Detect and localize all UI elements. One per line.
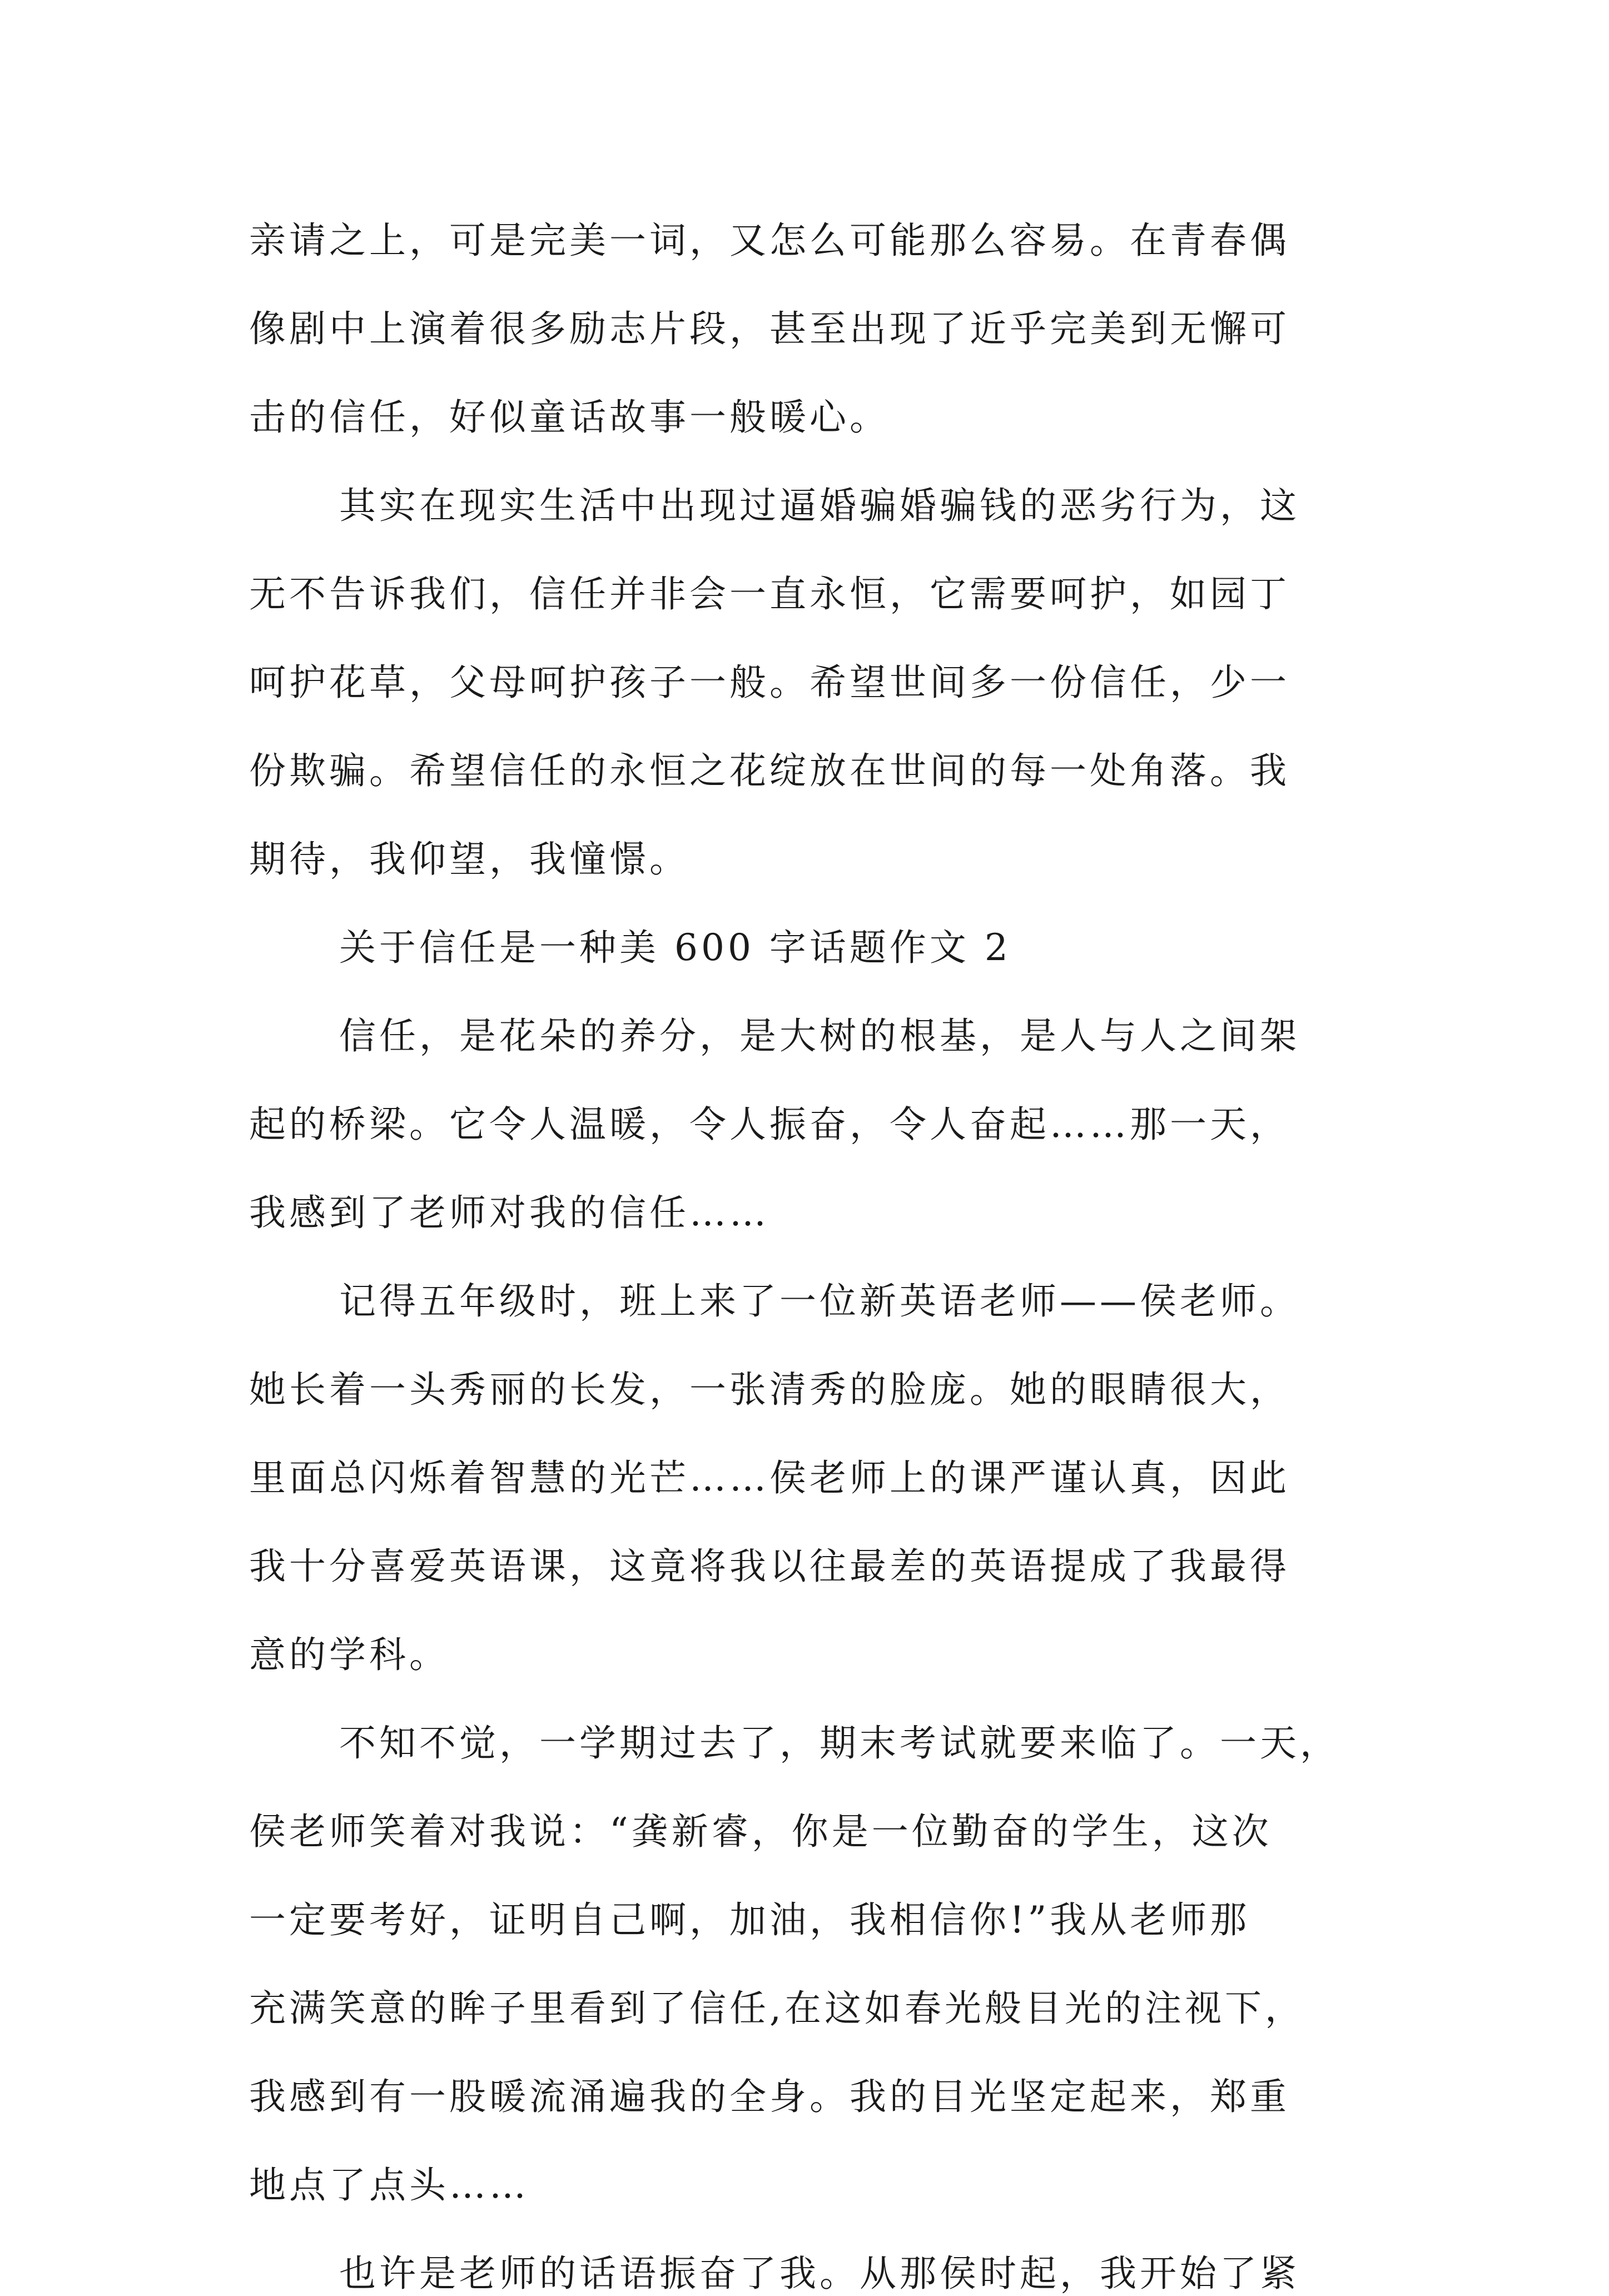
text-line: 像剧中上演着很多励志片段，甚至出现了近乎完美到无懈可 (249, 307, 1290, 350)
paragraph-first-line: 信任，是花朵的养分，是大树的根基，是人与人之间架 (339, 1015, 1300, 1057)
text-line: 份欺骗。希望信任的永恒之花绽放在世间的每一处角落。我 (249, 749, 1290, 792)
text-line: 充满笑意的眸子里看到了信任,在这如春光般目光的注视下， (249, 1987, 1305, 2030)
text-line: 起的桥梁。它令人温暖，令人振奋，令人奋起……那一天， (249, 1103, 1290, 1146)
paragraph-first-line: 其实在现实生活中出现过逼婚骗婚骗钱的恶劣行为，这 (339, 484, 1300, 527)
text-line: 我感到有一股暖流涌遍我的全身。我的目光坚定起来，郑重 (249, 2075, 1290, 2118)
text-line: 地点了点头…… (249, 2164, 529, 2206)
paragraph-first-line: 不知不觉，一学期过去了，期末考试就要来临了。一天， (339, 1722, 1340, 1765)
text-line: 我感到了老师对我的信任…… (249, 1191, 769, 1234)
text-line: 意的学科。 (249, 1633, 449, 1676)
essay-heading: 关于信任是一种美 600 字话题作文 2 (339, 926, 1011, 969)
text-line: 呵护花草，父母呵护孩子一般。希望世间多一份信任，少一 (249, 661, 1290, 704)
text-line: 她长着一头秀丽的长发，一张清秀的脸庞。她的眼睛很大， (249, 1368, 1290, 1411)
text-line: 亲请之上，可是完美一词，又怎么可能那么容易。在青春偶 (249, 219, 1290, 262)
paragraph-first-line: 也许是老师的话语振奋了我。从那侯时起，我开始了紧 (339, 2252, 1300, 2295)
text-line: 无不告诉我们，信任并非会一直永恒，它需要呵护，如园丁 (249, 573, 1290, 615)
text-line: 我十分喜爱英语课，这竟将我以往最差的英语提成了我最得 (249, 1545, 1290, 1588)
text-line: 击的信任，好似童话故事一般暖心。 (249, 396, 890, 439)
text-line: 侯老师笑着对我说：“龚新睿，你是一位勤奋的学生，这次 (249, 1810, 1272, 1853)
text-line: 一定要考好，证明自己啊，加油，我相信你!”我从老师那 (249, 1899, 1250, 1941)
paragraph-first-line: 记得五年级时，班上来了一位新英语老师——侯老师。 (339, 1280, 1300, 1323)
text-line: 期待，我仰望，我憧憬。 (249, 838, 689, 881)
text-line: 里面总闪烁着智慧的光芒……侯老师上的课严谨认真，因此 (249, 1457, 1290, 1499)
